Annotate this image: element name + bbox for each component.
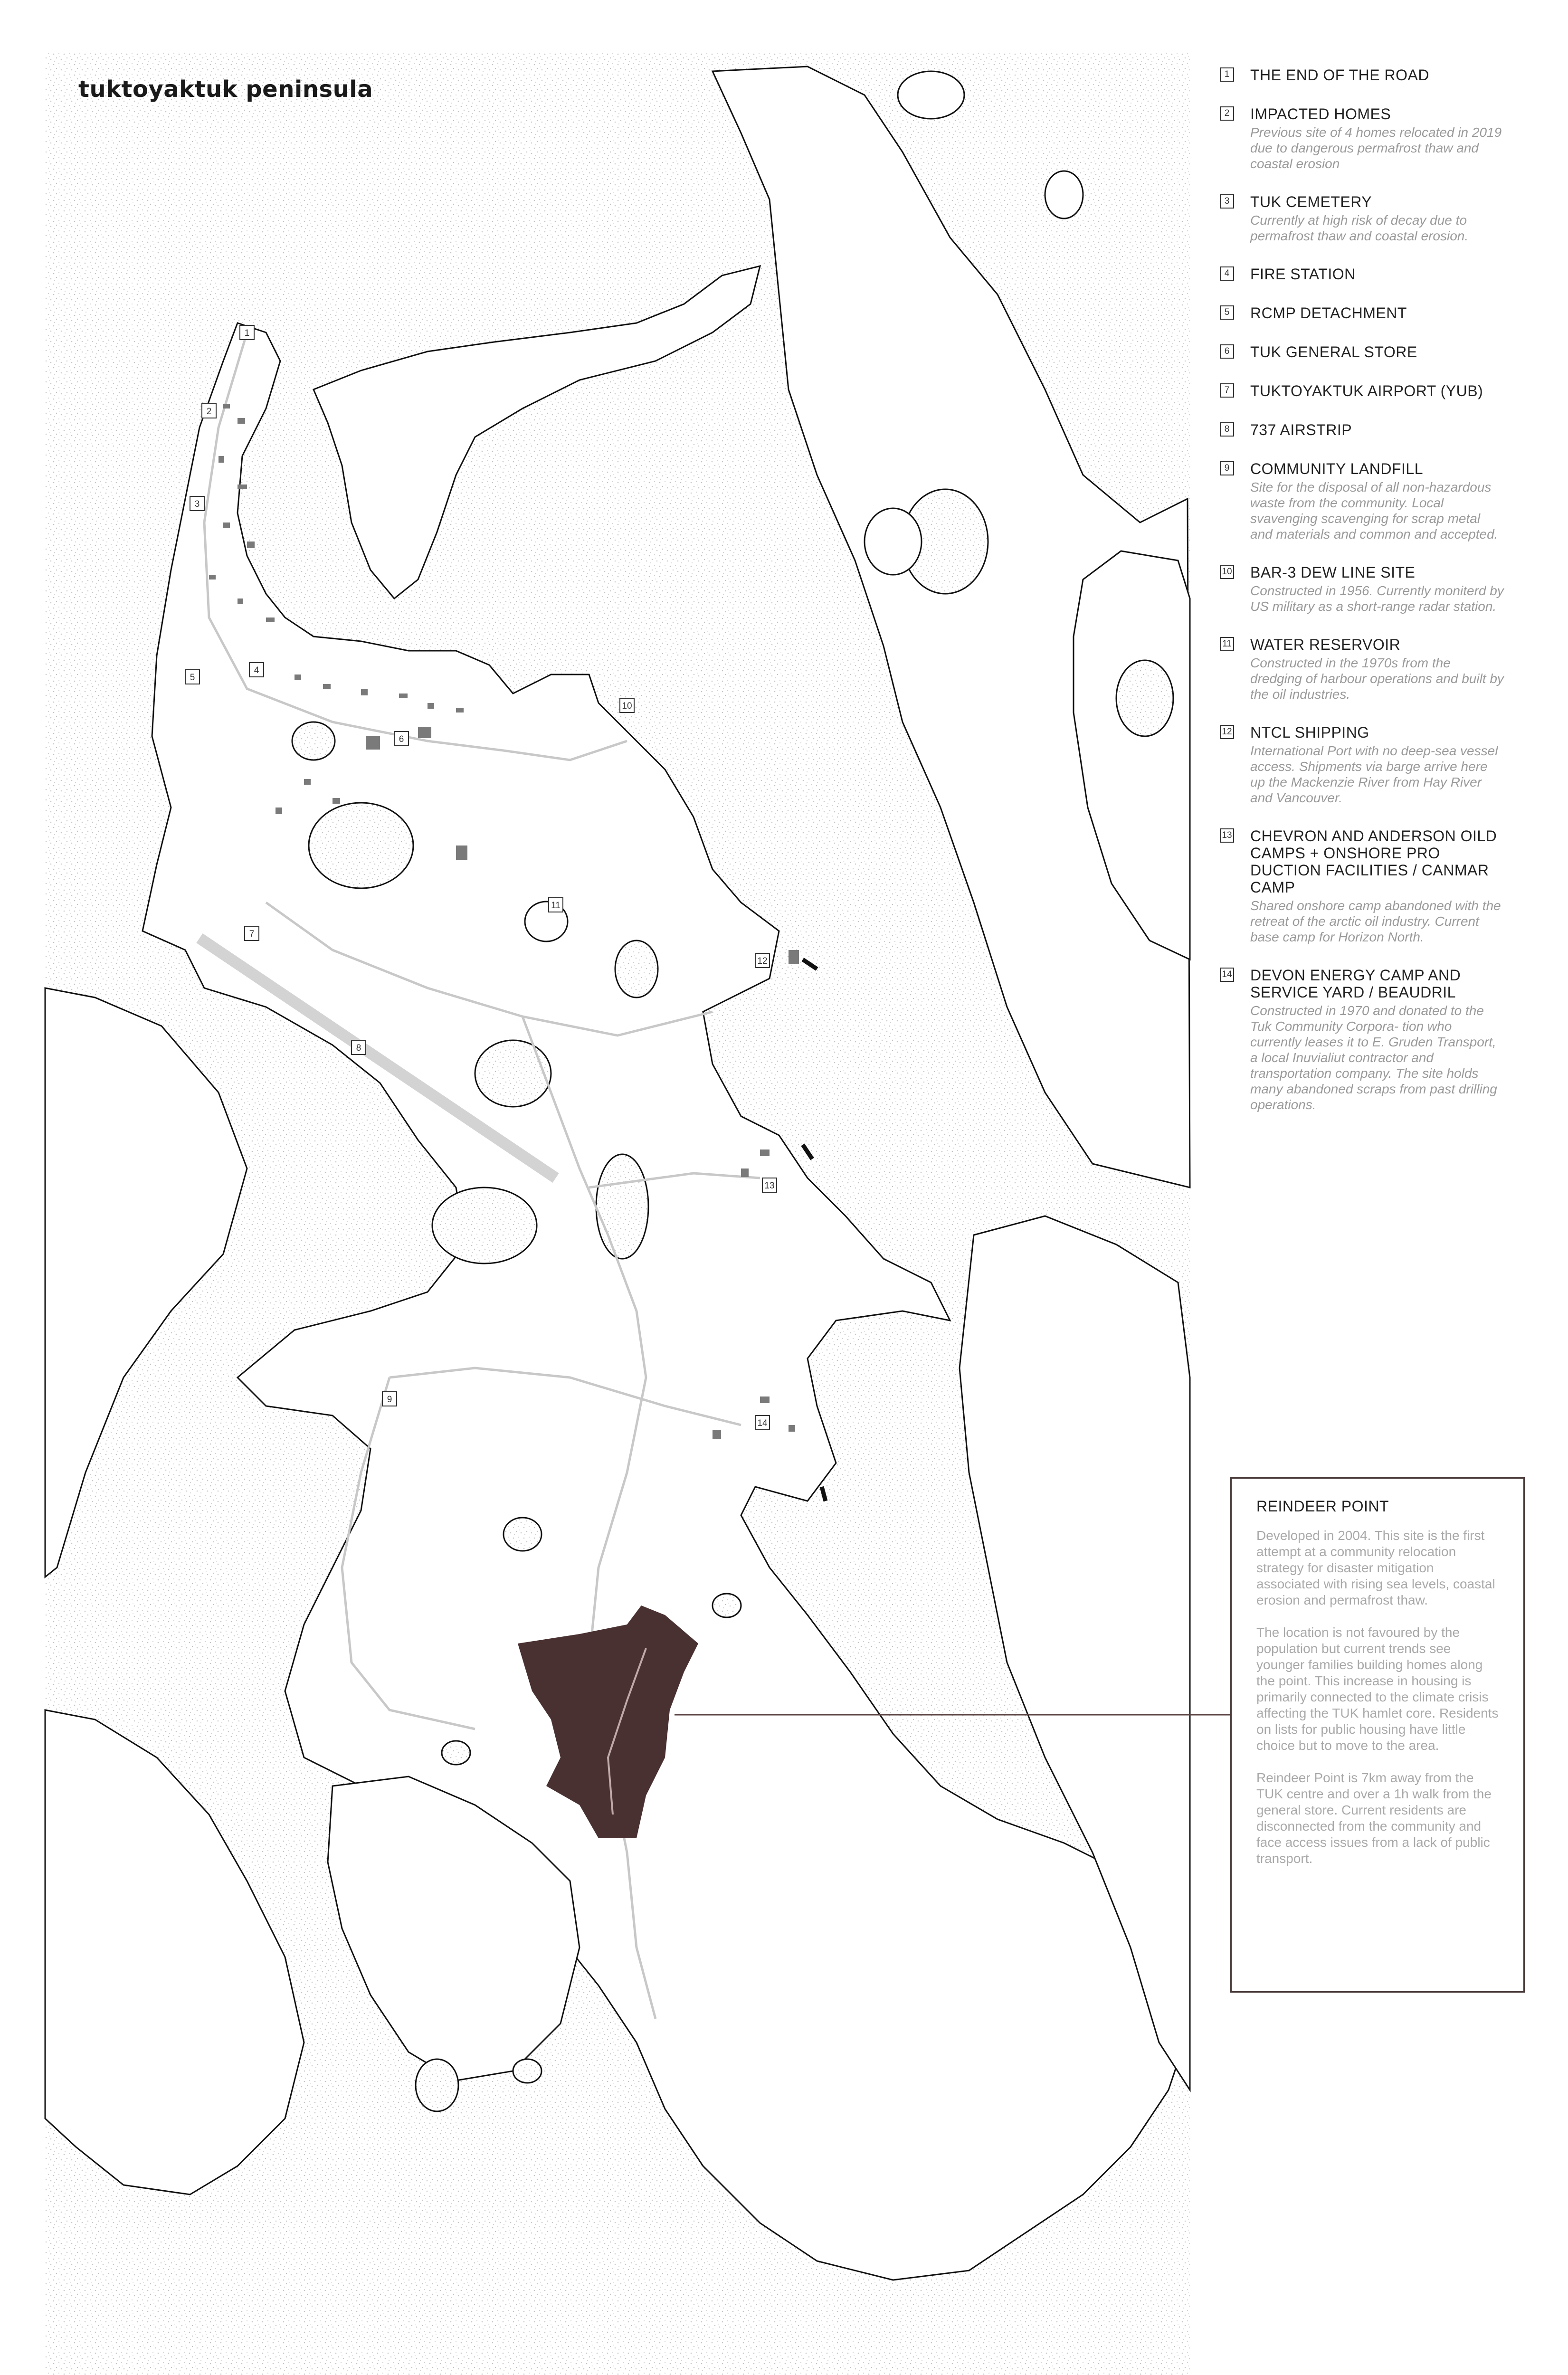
map-marker — [382, 1392, 397, 1406]
map-marker — [245, 926, 259, 940]
legend-title: CHEVRON AND ANDERSON OILD CAMPS + ONSHORE PRO DUCTION FACILITIES / CANMAR CAMP — [1250, 827, 1497, 896]
lake — [513, 2059, 542, 2083]
map-marker — [755, 953, 770, 968]
lake — [713, 1594, 741, 1617]
legend-description: Currently at high risk of decay due to permafrost thaw and coastal erosion. — [1250, 213, 1469, 243]
legend-description: International Port with no deep-sea vessel access. Shipments via barge arrive here up the Mackenzie River from Hay River and Vancouver. — [1250, 743, 1498, 805]
lake — [475, 1040, 551, 1107]
legend-title: TUKTOYAKTUK AIRPORT (YUB) — [1250, 382, 1483, 399]
map-marker — [249, 663, 264, 677]
map-marker-label: 6 — [399, 734, 404, 744]
legend-title: DEVON ENERGY CAMP AND SERVICE YARD / BEAUDRIL — [1250, 967, 1461, 1001]
legend-description: Shared onshore camp abandoned with the retreat of the arctic oil industry. Current base camp for Horizon North. — [1250, 898, 1501, 944]
legend-item — [1220, 636, 1505, 702]
legend-title: 737 AIRSTRIP — [1250, 421, 1352, 438]
legend-title: BAR-3 DEW LINE SITE — [1250, 564, 1416, 581]
legend-title: FIRE STATION — [1250, 266, 1356, 283]
map-marker — [352, 1040, 366, 1054]
legend-item — [1220, 382, 1505, 399]
legend-title: THE END OF THE ROAD — [1250, 66, 1429, 84]
map-marker — [202, 404, 216, 418]
legend-number: 2 — [1220, 106, 1234, 121]
map-marker-label: 7 — [249, 929, 255, 939]
legend-number: 3 — [1220, 194, 1234, 209]
reindeer-point-paragraph: Developed in 2004. This site is the first attempt at a community relocation strategy for disaster mitigation associated with rising sea levels, coastal erosion and permafrost thaw. — [1256, 1528, 1495, 1607]
reindeer-point-callout — [1230, 1477, 1525, 1993]
legend-item — [1220, 724, 1505, 806]
map-marker — [190, 496, 204, 511]
lake — [504, 1518, 542, 1551]
lake — [292, 722, 335, 760]
lake — [615, 940, 658, 998]
legend-item — [1220, 421, 1505, 438]
legend-number: 10 — [1220, 565, 1234, 579]
lake — [442, 1741, 470, 1765]
legend-description: Site for the disposal of all non-hazardous waste from the community. Local svavenging scavenging for scrap metal and materials and common and accepted. — [1250, 480, 1498, 542]
legend-title: NTCL SHIPPING — [1250, 724, 1369, 741]
map-marker-label: 8 — [356, 1043, 361, 1053]
map-marker — [762, 1178, 777, 1192]
map-marker-label: 4 — [254, 665, 259, 675]
legend-number: 7 — [1220, 383, 1234, 398]
legend-item — [1220, 266, 1505, 283]
legend-title: COMMUNITY LANDFILL — [1250, 460, 1424, 477]
legend-title: WATER RESERVOIR — [1250, 636, 1401, 653]
legend-number: 4 — [1220, 266, 1234, 281]
lake — [1116, 660, 1173, 736]
legend-number: 1 — [1220, 67, 1234, 82]
map-marker — [755, 1416, 770, 1430]
map-marker-label: 5 — [190, 673, 195, 683]
legend-description: Constructed in the 1970s from the dredging of harbour operations and built by the oil industries. — [1250, 656, 1504, 702]
legend-number: 8 — [1220, 422, 1234, 437]
island — [898, 71, 964, 119]
legend-number: 12 — [1220, 725, 1234, 739]
map-title: tuktoyaktuk peninsula — [78, 76, 373, 103]
map-marker — [240, 325, 254, 340]
map-marker — [620, 698, 634, 712]
legend-number: 11 — [1220, 637, 1234, 651]
legend-title: RCMP DETACHMENT — [1250, 304, 1407, 322]
legend-number: 5 — [1220, 305, 1234, 320]
map-marker — [549, 898, 563, 912]
legend-description: Previous site of 4 homes relocated in 2019 due to dangerous permafrost thaw and coastal erosion — [1250, 125, 1502, 171]
island — [865, 508, 922, 575]
legend-title: TUK CEMETERY — [1250, 193, 1372, 210]
reindeer-point-title: REINDEER POINT — [1256, 1498, 1389, 1515]
lake — [432, 1188, 537, 1264]
map-marker — [185, 670, 200, 684]
legend-title: IMPACTED HOMES — [1250, 105, 1391, 123]
map-marker-label: 11 — [551, 901, 561, 911]
map-marker-label: 3 — [194, 499, 200, 509]
legend-item — [1220, 105, 1505, 171]
lake — [596, 1154, 648, 1259]
map-marker-label: 2 — [206, 407, 212, 417]
map-marker-label: 10 — [622, 701, 632, 711]
legend — [1220, 66, 1505, 1134]
legend-description: Constructed in 1970 and donated to the Tuk Community Corpora- tion who currently leases it to E. Gruden Transport, a local Inuvialiut contractor and transportation company. The site holds many abandoned scraps from past drilling operations. — [1250, 1003, 1497, 1112]
legend-item — [1220, 304, 1505, 322]
legend-item — [1220, 460, 1505, 542]
reindeer-point-paragraph: The location is not favoured by the population but current trends see younger families building homes along the point. This increase in housing is primarily connected to the climate crisis affecting the TUK hamlet core. Residents on lists for public housing have little choice but to move to the area. — [1256, 1625, 1499, 1753]
map-marker-label: 9 — [387, 1395, 392, 1405]
legend-item — [1220, 193, 1505, 244]
map-marker-label: 14 — [757, 1418, 768, 1428]
lake — [309, 803, 413, 888]
map-marker — [394, 732, 409, 746]
legend-number: 9 — [1220, 461, 1234, 475]
legend-number: 13 — [1220, 828, 1234, 843]
legend-item — [1220, 827, 1505, 945]
legend-number: 14 — [1220, 968, 1234, 982]
legend-title: TUK GENERAL STORE — [1250, 343, 1417, 361]
map-marker-label: 13 — [764, 1181, 775, 1191]
island — [1045, 171, 1083, 218]
map-marker-label: 12 — [757, 956, 768, 966]
reindeer-point-paragraph: Reindeer Point is 7km away from the TUK centre and over a 1h walk from the general store. Current residents are disconnected from the community and face access issues from a lack of public transport. — [1256, 1770, 1492, 1866]
legend-item — [1220, 343, 1505, 361]
lake — [416, 2059, 458, 2111]
legend-item — [1220, 66, 1505, 84]
legend-number: 6 — [1220, 344, 1234, 359]
legend-item — [1220, 967, 1505, 1112]
legend-item — [1220, 564, 1505, 614]
map-marker-label: 1 — [244, 328, 250, 338]
legend-description: Constructed in 1956. Currently moniterd by US military as a short-range radar station. — [1250, 583, 1504, 614]
